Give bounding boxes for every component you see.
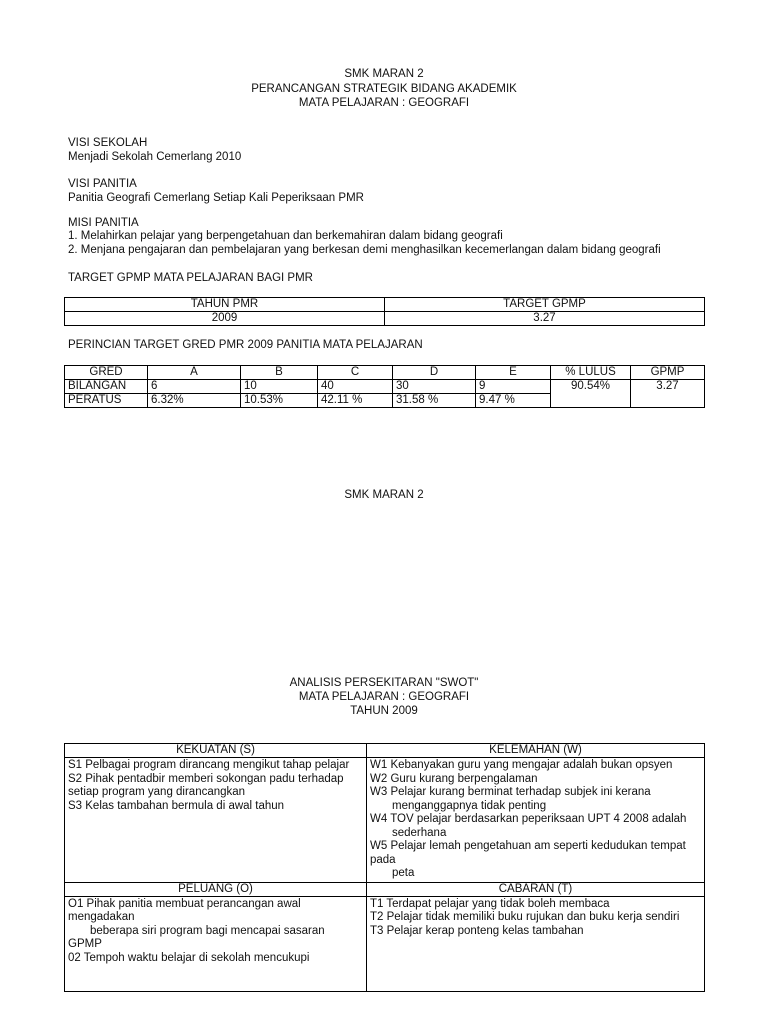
grade-cell-gpmp: 3.27	[631, 380, 705, 408]
misi-item-2: 2. Menjana pengajaran dan pembelajaran yang berkesan demi menghasilkan kecemerlangan dalam bidang geografi	[68, 244, 661, 256]
kelemahan-line-w3: W3 Pelajar kurang berminat terhadap subjek ini kerana	[370, 786, 651, 798]
peluang-line-o2: 02 Tempoh waktu belajar di sekolah mencukupi	[68, 951, 310, 964]
kelemahan-line-w1: W1 Kebanyakan guru yang mengajar adalah bukan opsyen	[370, 759, 673, 771]
grade-header-d: D	[393, 366, 476, 380]
kekuatan-line-s2: S2 Pihak pentadbir memberi sokongan padu terhadap	[68, 772, 344, 785]
kelemahan-cell	[367, 758, 705, 883]
grade-cell: 42.11 %	[318, 394, 393, 408]
grade-header-c: C	[318, 366, 393, 380]
kelemahan-line-w4-cont: sederhana	[392, 826, 447, 839]
kekuatan-cell	[65, 758, 367, 883]
kelemahan-line-w4: W4 TOV pelajar berdasarkan peperiksaan UPT 4 2008 adalah	[370, 813, 687, 825]
cabaran-line-t3: T3 Pelajar kerap ponteng kelas tambahan	[370, 924, 584, 937]
page2-school-name: SMK MARAN 2	[344, 489, 424, 501]
target-title: TARGET GPMP MATA PELAJARAN BAGI PMR	[68, 272, 313, 284]
target-table	[64, 297, 705, 326]
school-name: SMK MARAN 2	[344, 68, 424, 80]
cabaran-line-t1: T1 Terdapat pelajar yang tidak boleh membaca	[370, 897, 610, 910]
grade-header-b: B	[241, 366, 318, 380]
peluang-line-o1-cont2: beberapa siri program bagi mencapai sasaran	[90, 924, 325, 937]
swot-table	[64, 743, 705, 992]
kelemahan-line-w2: W2 Guru kurang berpengalaman	[370, 772, 538, 785]
kelemahan-header: KELEMAHAN (W)	[367, 744, 705, 758]
misi-panitia-title: MISI PANITIA	[68, 217, 139, 229]
grade-cell: 9.47 %	[476, 394, 551, 408]
kelemahan-line-w3-cont: menganggapnya tidak penting	[392, 799, 547, 812]
grade-cell-lulus: 90.54%	[551, 380, 631, 408]
kekuatan-line-s2-cont: setiap program yang dirancangkan	[68, 786, 246, 798]
kekuatan-line-s3: S3 Kelas tambahan bermula di awal tahun	[68, 799, 285, 812]
swot-title: ANALISIS PERSEKITARAN "SWOT"	[289, 677, 479, 689]
grade-header-a: A	[148, 366, 241, 380]
peluang-line-o1: O1 Pihak panitia membuat perancangan awal	[68, 897, 301, 910]
visi-sekolah-text: Menjadi Sekolah Cemerlang 2010	[68, 151, 242, 163]
peluang-cell	[65, 896, 367, 991]
perincian-title: PERINCIAN TARGET GRED PMR 2009 PANITIA MATA PELAJARAN	[68, 339, 423, 351]
grade-cell: 6.32%	[148, 394, 241, 408]
swot-subject: MATA PELAJARAN : GEOGRAFI	[298, 691, 470, 703]
kekuatan-header: KEKUATAN (S)	[65, 744, 367, 758]
kelemahan-line-w5: W5 Pelajar lemah pengetahuan am seperti kedudukan tempat	[370, 840, 686, 852]
kelemahan-line-w5-cont2: peta	[392, 867, 415, 879]
plan-title: PERANCANGAN STRATEGIK BIDANG AKADEMIK	[251, 83, 517, 95]
grade-cell: 10	[241, 380, 318, 394]
grade-cell: 31.58 %	[393, 394, 476, 408]
grade-cell: 40	[318, 380, 393, 394]
peluang-line-o1-cont3: GPMP	[68, 938, 102, 950]
grade-cell: 30	[393, 380, 476, 394]
grade-header-gred: GRED	[65, 366, 148, 380]
grade-header-gpmp: GPMP	[631, 366, 705, 380]
grade-header-lulus: % LULUS	[551, 366, 631, 380]
target-header-tahun: TAHUN PMR	[65, 298, 385, 312]
target-cell-tahun: 2009	[65, 312, 385, 326]
grade-cell: 6	[148, 380, 241, 394]
kelemahan-line-w5-cont: pada	[370, 853, 396, 866]
grade-row-label-peratus: PERATUS	[65, 394, 148, 408]
grade-table	[64, 365, 705, 408]
visi-panitia-title: VISI PANITIA	[68, 178, 137, 190]
grade-cell: 9	[476, 380, 551, 394]
subject-title: MATA PELAJARAN : GEOGRAFI	[298, 97, 470, 109]
swot-year: TAHUN 2009	[350, 705, 418, 717]
visi-sekolah-title: VISI SEKOLAH	[68, 137, 148, 149]
kekuatan-line-s1: S1 Pelbagai program dirancang mengikut tahap pelajar	[68, 759, 350, 771]
visi-panitia-text: Panitia Geografi Cemerlang Setiap Kali Peperiksaan PMR	[68, 192, 364, 204]
target-cell-gpmp: 3.27	[385, 312, 705, 326]
misi-item-1: 1. Melahirkan pelajar yang berpengetahuan dan berkemahiran dalam bidang geografi	[68, 230, 503, 242]
grade-header-e: E	[476, 366, 551, 380]
grade-cell: 10.53%	[241, 394, 318, 408]
cabaran-header: CABARAN (T)	[367, 882, 705, 896]
grade-row-label-bilangan: BILANGAN	[65, 380, 148, 394]
target-header-gpmp: TARGET GPMP	[385, 298, 705, 312]
peluang-header: PELUANG (O)	[65, 882, 367, 896]
cabaran-cell	[367, 896, 705, 991]
cabaran-line-t2: T2 Pelajar tidak memiliki buku rujukan dan buku kerja sendiri	[370, 911, 680, 923]
peluang-line-o1-cont: mengadakan	[68, 911, 135, 923]
